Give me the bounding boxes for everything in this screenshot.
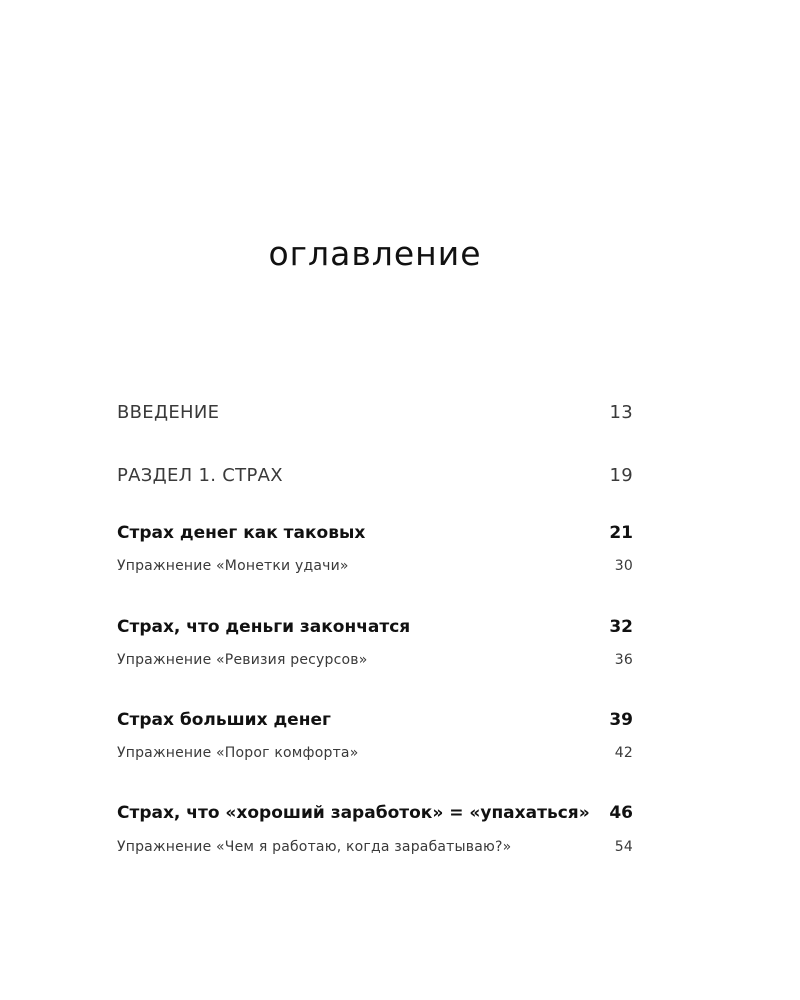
toc-page-number: 42 (614, 745, 633, 761)
toc-entry-label: Страх денег как таковых (117, 523, 366, 543)
toc-page-number: 19 (609, 465, 633, 486)
toc-entry-chapter[interactable] (117, 710, 633, 730)
toc-page-number: 13 (609, 402, 633, 423)
toc-entry-chapter[interactable] (117, 803, 633, 823)
toc-entry-label: Страх, что «хороший заработок» = «упахаться» (117, 803, 590, 823)
toc-entry-exercise[interactable] (117, 652, 633, 668)
toc-page-number: 39 (609, 710, 633, 730)
toc-entry-label: Страх, что деньги закончатся (117, 617, 411, 637)
toc-entry-exercise[interactable] (117, 558, 633, 574)
toc-page-number: 46 (609, 803, 633, 823)
toc-entry-section-1[interactable] (117, 465, 633, 486)
toc-entry-introduction[interactable] (117, 402, 633, 423)
toc-entry-chapter[interactable] (117, 617, 633, 637)
toc-entry-chapter[interactable] (117, 523, 633, 543)
toc-entry-label: Страх больших денег (117, 710, 331, 730)
toc-page-number: 30 (614, 558, 633, 574)
toc-entry-label: РАЗДЕЛ 1. СТРАХ (117, 465, 283, 486)
toc-page-number: 36 (614, 652, 633, 668)
toc-entry-label: Упражнение «Ревизия ресурсов» (117, 652, 368, 668)
toc-entry-exercise[interactable] (117, 839, 633, 855)
toc-page-number: 32 (609, 617, 633, 637)
toc-entry-label: Упражнение «Монетки удачи» (117, 558, 349, 574)
toc-entry-label: Упражнение «Чем я работаю, когда зарабатываю?» (117, 839, 512, 855)
page-title: оглавление (268, 234, 482, 274)
toc-page-number: 21 (609, 523, 633, 543)
toc-entry-label: Упражнение «Порог комфорта» (117, 745, 359, 761)
toc-entry-label: ВВЕДЕНИЕ (117, 402, 220, 423)
toc-entry-exercise[interactable] (117, 745, 633, 761)
toc-page-number: 54 (614, 839, 633, 855)
